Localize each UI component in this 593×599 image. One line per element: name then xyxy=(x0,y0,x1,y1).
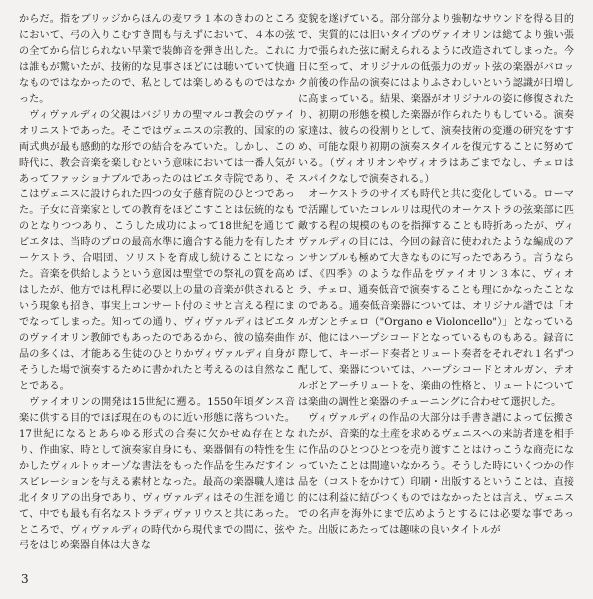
right-column xyxy=(298,12,574,538)
page-number: 3 xyxy=(21,572,29,586)
paragraph: ヴィヴァルディの父親はバジリカの聖マルコ教会のヴァイオリニストであった。そこではヴェニスの宗教的、国家的の両式典が最も感動的な形での結合をみていた。しかし、この時代に、教会音楽を楽しむという意味においては一番人気があってファッショナブルであったのはピエタ寺院であり、そこはヴェニスに設けられた四つの女子慈育院のひとつであった。子女に音楽家としての教育をほどこすことは伝統的なものとなりつつあり、こうした成功によって18世紀を通じてピエタは、当時のプロの最高水準に適合する能力を有したオーケストラ、合唱団、ソリストを育成し続けることになった。音楽を供給しようという意図は聖堂での祭礼の質を高めはしたが、他方では札稈に必要以上の量の音楽が供されるという現象も招き、事実上コンサート付のミサと言える程にまでなってしまった。知っての通り、ヴィヴァルディはピエタのヴァイオリン教師でもあったのであるから、彼の協奏曲作品の多くは、才能ある生徒のひとりかヴィヴァルディ自身がそうした場で演奏するために書かれたと考えるのは自然なことである。 xyxy=(19,109,295,392)
paragraph: 変貌を遂げている。部分部分より強靭なサウンドを得る目的で、実質的には旧いタイプのヴァイオリンは総てより強い張力で張られた弦に耐えられるように改造されてしまった。今日に至って、オリジナルの低張力のガット弦の楽器がバロック前後の作品の演奏にはよりふさわしいという認識が日増しに高まっている。結果、楽器がオリジナルの姿に修復されたり、初期の形態を模した楽器が作られたりもしている。演奏家達は、彼らの役割りとして、演奏技術の変遷の研究をすすめ、可能な限り初期の演奏スタイルを復元することに努めている。（ヴィオリオンやヴィオラはあごまでなし、チェロはスパイクなしで演奏される。） xyxy=(298,14,574,185)
paragraph: ヴィヴァルディの作品の大部分は手書き譜によって伝搬されたが、音楽的な土産を求めるヴェニスへの来訪者達を相手に作品のひとつひとつを売り渡すことはけっこうな商売になっていたことは間違いなかろう。そうした時にいくつかの作品を（コストをかけて）印刷・出版するということは、直接的には利益に結びつくものではなかったとは言え、ヴェニスでの名声を海外にまで広めようとするには必要な事であった。出版にあたっては趣味の良いタイトルが xyxy=(298,412,574,536)
paragraph: ヴァイオリンの開発は15世紀に遡る。1550年頃ダンス音楽に供する目的でほぼ現在のものに近い形態に落ちついた。17世紀になるとあらゆる形式の合奏に欠かせぬ存在となり、作曲家、時として演奏家自身にも、楽器個有の特性を生かしたヴィルトゥオーゾな書法をもった作品を生みだすインスピレーションを与える素材となった。最高の楽器職人達は北イタリアの出身であり、ヴィヴァルディはその生涯を通じて、中でも最も有名なストラディヴァリウスと共にあった。ところで、ヴィヴァルディの時代から現代までの間に、弦や弓をはじめ楽器自体は大きな xyxy=(19,396,295,552)
paragraph: オーケストラのサイズも時代と共に変化している。ローマで活躍していたコレルリは現代のオーケストラの弦楽部に匹敵する程の規模のものを指揮することも時折あったが、ヴィヴァルディの目には、今回の録音に使われたような編成のアンサンブルも極めて大きなものに写ったであろう。言うならば、《四季》のような作品をヴァイオリン３本に、ヴィオラ、チェロ、通奏低音で演奏することも理にかなったことなのである。通奏低音楽器については、オリジナル譜では「オルガンとチェロ（"Organo e Violoncello"）」となっているが、他にはハープシコードとなっているものもある。録音に際して、キーボード奏者とリュート奏者をそれぞれ１名ずつ配して、楽器については、ハープシコードとオルガン、テオルボとアーチリュートを、楽曲の性格と、リュートについては楽曲の調性と楽器のチューニングに合わせて選択した。 xyxy=(298,189,574,408)
paragraph: からだ。指をブリッジからほんの麦ワラ１本のきわのところにおいて、弓の入りこむすき間も与えずにおいて、４本の弦の全てから信じられない早業で装飾音を弾き出した。これには誰もが驚いたが、技術的な見事さほどには聴いていて快適なものではなかったので、私としては楽しめるものではなかった。 xyxy=(19,14,295,105)
left-column xyxy=(19,12,295,554)
